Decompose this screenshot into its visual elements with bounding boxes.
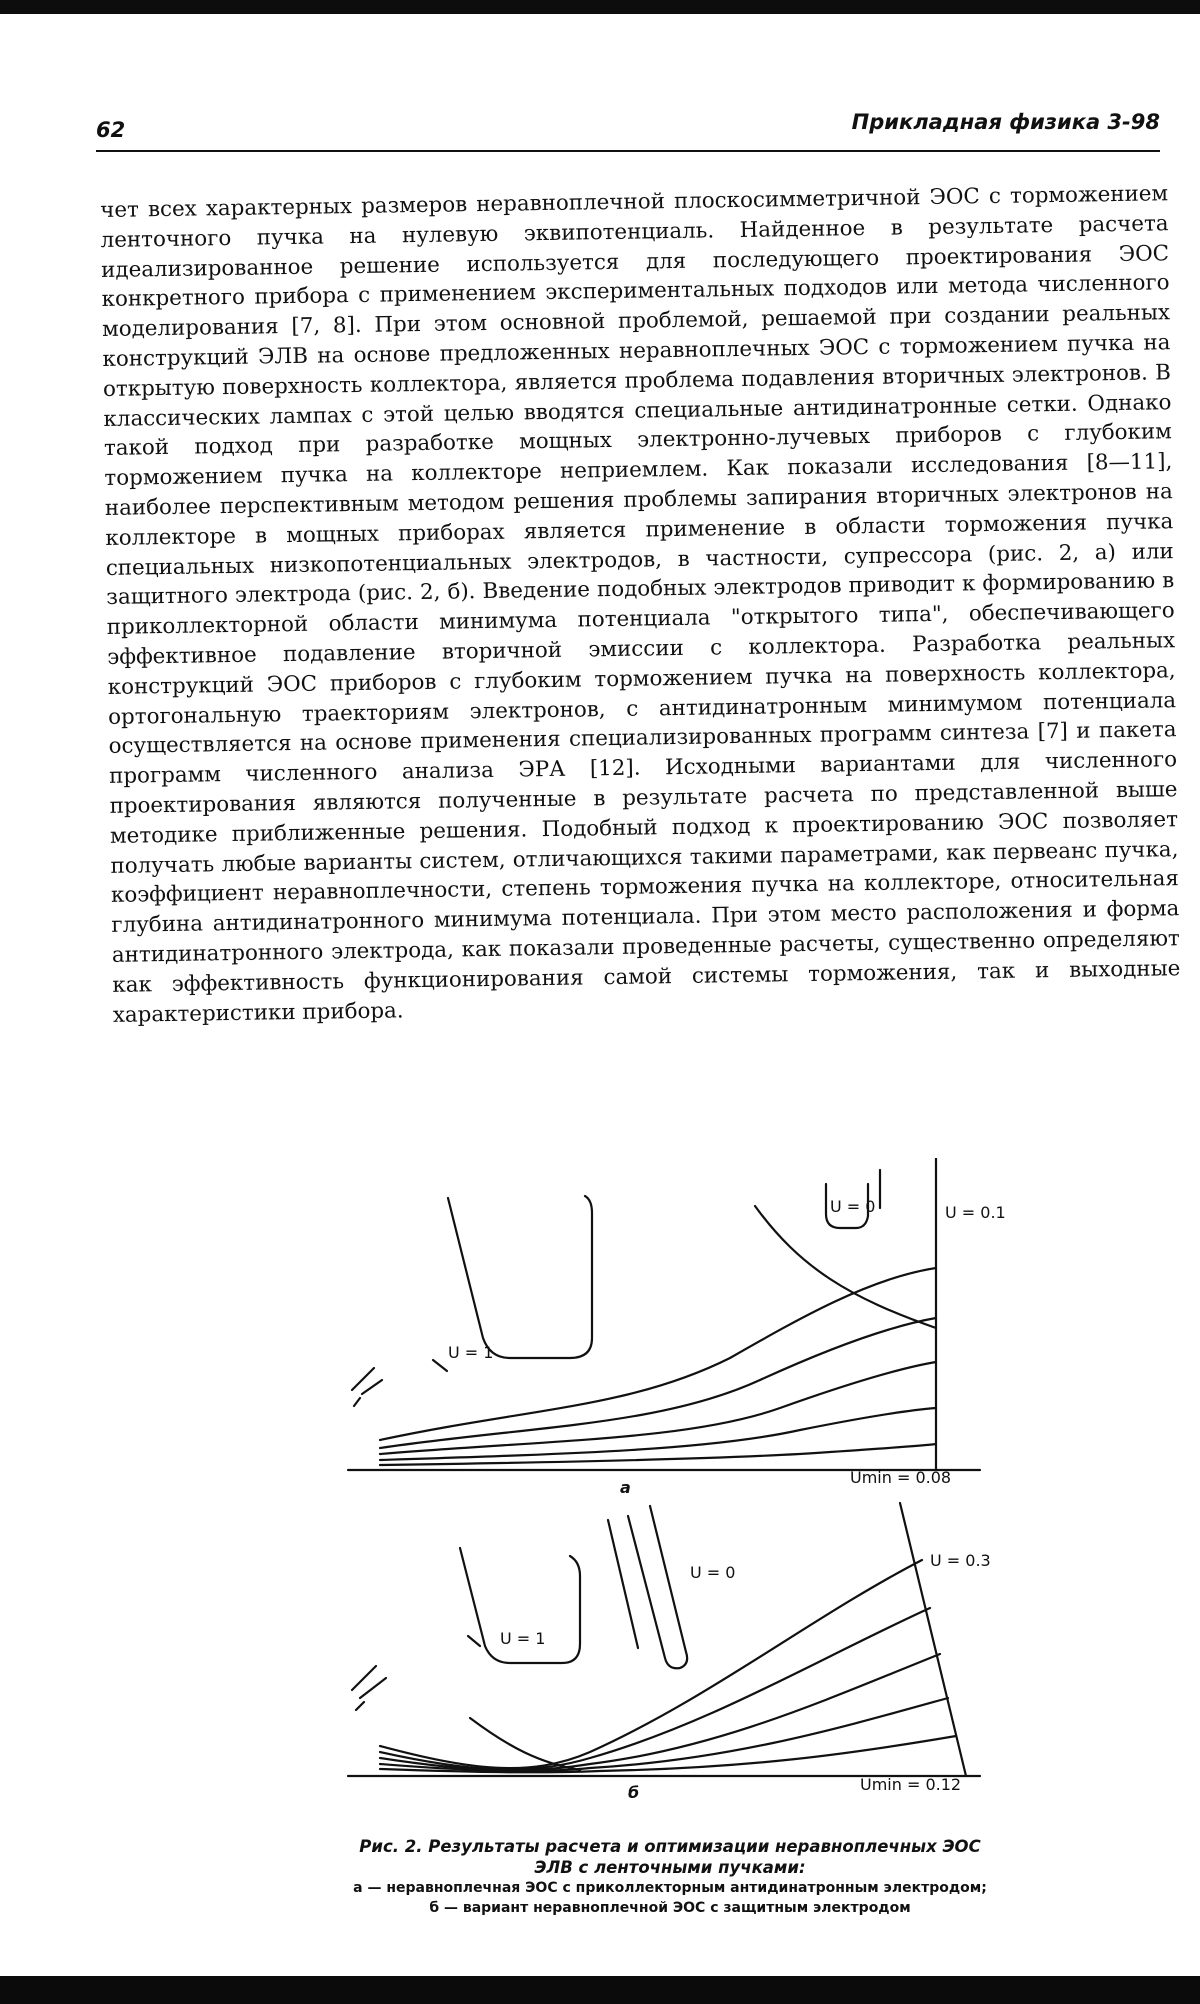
electrode-u1-a xyxy=(448,1196,592,1358)
label-u03-b: U = 0.3 xyxy=(930,1551,991,1570)
equipotential-b3 xyxy=(380,1654,940,1770)
equipotential-a3 xyxy=(380,1362,936,1454)
body-paragraph: чет всех характерных размеров неравноплечной плоскосимметричной ЭОС с торможением ленточного пучка на нулевую эквипотенциаль. Найденное в результате расчета идеализированное решение используется для последующего проектирования ЭОС конкретного прибора с применением экспериментальных подходов или метода численного моделирования [7, 8]. При этом основной проблемой, решаемой при создании реальных конструкций ЭЛВ на основе предложенных неравноплечных ЭОС с торможением пучка на открытую поверхность коллектора, является проблема подавления вторичных электронов. В классических лампах с этой целью вводятся специальные антидинатронные сетки. Однако такой подход при разработке мощных электронно-лучевых приборов с глубоким торможением пучка на коллекторе неприемлем. Как показали исследования [8—11], наиболее перспективным методом решения проблемы запирания вторичных электронов на коллекторе в мощных приборах является применение в области торможения пучка специальных низкопотенциальных электродов, в частности, супрессора (рис. 2, а) или защитного электрода (рис. 2, б). Введение подобных электродов приводит к формированию в приколлекторной области минимума потенциала "открытого типа", обеспечивающего эффективное подавление вторичной эмиссии с коллектора. Разработка реальных конструкций ЭОС приборов с глубоким торможением пучка на поверхность коллектора, ортогональную траекториям электронов, с антидинатронным минимумом потенциала осуществляется на основе применения специализированных программ синтеза [7] и пакета программ численного анализа ЭРА [12]. Исходными вариантами для численного проектирования являются полученные в результате расчета по представленной выше методике приближенные решения. Подобный подход к проектированию ЭОС позволяет получать любые варианты систем, отличающихся такими параметрами, как первеанс пучка, коэффициент неравноплечности, степень торможения пучка на коллекторе, относительная глубина антидинатронного минимума потенциала. При этом место расположения и форма антидинатронного электрода, как показали проведенные расчеты, существенно определяют как эффективность функционирования самой системы торможения, так и выходные характеристики прибора. xyxy=(100,181,1181,1028)
figure-2-drawing xyxy=(330,1158,1030,1908)
label-u1-a: U = 1 xyxy=(448,1343,494,1362)
label-u0-b: U = 0 xyxy=(690,1563,736,1582)
scan-bottom-border xyxy=(0,1976,1200,2004)
caption-item-b: б — вариант неравноплечной ЭОС с защитным электродом xyxy=(429,1900,911,1916)
caption-item-a: а — неравноплечная ЭОС с приколлекторным антидинатронным электродом; xyxy=(353,1880,987,1896)
scan-top-border xyxy=(0,0,1200,14)
panel-letter-a: а xyxy=(620,1478,631,1497)
figure-2 xyxy=(330,1158,1030,1908)
page-number: 62 xyxy=(96,118,126,142)
gun-tip-a xyxy=(352,1368,382,1406)
figure-caption xyxy=(230,1836,1110,1918)
caption-title-line2: ЭЛВ с ленточными пучками: xyxy=(534,1858,806,1877)
electrode-tick-b xyxy=(468,1636,480,1646)
label-u01-a: U = 0.1 xyxy=(945,1203,1006,1222)
gun-tip-b xyxy=(352,1666,386,1710)
panel-letter-b: б xyxy=(628,1783,640,1802)
page-header xyxy=(96,104,1160,152)
label-u0-a: U = 0 xyxy=(830,1197,876,1216)
equipotential-a-outer xyxy=(755,1206,936,1328)
electrode-tick-a xyxy=(433,1360,447,1371)
journal-title: Прикладная физика 3-98 xyxy=(851,110,1160,134)
label-umin-b: Umin = 0.12 xyxy=(860,1775,962,1794)
caption-title-line1: Рис. 2. Результаты расчета и оптимизации неравноплечных ЭОС xyxy=(359,1837,981,1856)
equipotential-b4 xyxy=(380,1698,948,1771)
label-u1-b: U = 1 xyxy=(500,1629,546,1648)
equipotential-b2 xyxy=(380,1608,930,1769)
panel-a xyxy=(348,1158,1006,1497)
label-umin-a: Umin = 0.08 xyxy=(850,1468,952,1487)
panel-b xyxy=(348,1503,991,1802)
